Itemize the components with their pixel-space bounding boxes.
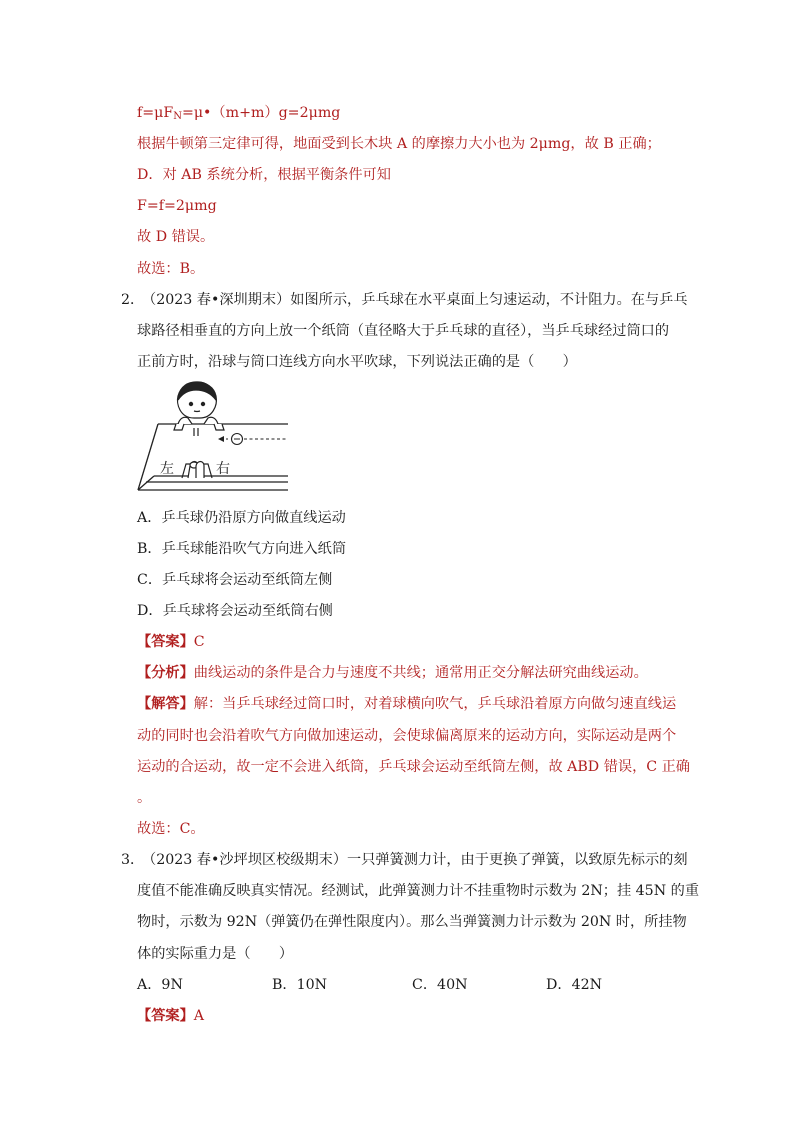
arrow-left-icon (218, 436, 224, 442)
q3-option-d: D．42N (546, 977, 603, 993)
formula-force: F=f=2μmg (137, 198, 217, 214)
solution-line1: 【解答】解：当乒乓球经过筒口时，对着球横向吹气，乒乓球沿着原方向做匀速直线运 (137, 696, 677, 712)
solution-tag: 【解答】 (137, 696, 194, 712)
ball-path (218, 434, 288, 445)
ping-pong-figure (136, 378, 290, 496)
analysis-line (137, 663, 648, 683)
solution-line4: 。 (137, 790, 152, 806)
newton-third-law-line: 根据牛顿第三定律可得，地面受到长木块 A 的摩擦力大小也为 2μmg，故 B 正确； (137, 136, 661, 152)
question-3-stem-line4: 体的实际重力是（ ） (137, 946, 294, 962)
analysis-text: 曲线运动的条件是合力与速度不共线；通常用正交分解法研究曲线运动。 (193, 665, 648, 681)
q3-answer-tag: 【答案】 (137, 1008, 194, 1024)
question-2-stem-line2: 球路径相垂直的方向上放一个纸筒（直径略大于乒乓球的直径），当乒乓球经过筒口的 (137, 323, 670, 339)
question-3-stem-line2: 度值不能准确反映真实情况。经测试，此弹簧测力计不挂重物时示数为 2N；挂 45N 的重 (137, 883, 700, 899)
q3-answer-line (137, 1006, 204, 1026)
question-2-stem-line3: 正前方时，沿球与筒口连线方向水平吹球，下列说法正确的是（ ） (137, 354, 577, 370)
solution-line2: 动的同时也会沿着吹气方向做加速运动，会使球偏离原来的运动方向，实际运动是两个 (137, 728, 677, 744)
question-2-stem-line1: （2023 春•深圳期末）如图所示，乒乓球在水平桌面上匀速运动，不计阻力。在与乒乓 (142, 292, 688, 308)
solution-line3: 运动的合运动，故一定不会进入纸筒，乒乓球会运动至纸筒左侧，故 ABD 错误，C 正确 (137, 759, 690, 775)
option-a: A．乒乓球仍沿原方向做直线运动 (137, 510, 346, 526)
option-d: D．乒乓球将会运动至纸筒右侧 (137, 603, 333, 619)
formula-friction: $f=\mu F_N=\mu•(m+m)g=2\mu mg$ (137, 105, 341, 122)
q3-answer-value: A (193, 1008, 205, 1024)
q3-option-b: B．10N (272, 977, 328, 993)
answer-value: C (193, 634, 205, 650)
q3-option-a: A．9N (137, 977, 183, 993)
option-b: B．乒乓球能沿吹气方向进入纸筒 (137, 541, 347, 557)
blow-marks (194, 428, 198, 436)
question-3-number: 3． (121, 852, 145, 868)
answer-tag: 【答案】 (137, 634, 194, 650)
q2-choice-line: 故选：C。 (137, 821, 205, 837)
d-wrong-line: 故 D 错误。 (137, 229, 215, 245)
left-label: 左 (160, 461, 174, 477)
choice-line: 故选：B。 (137, 261, 205, 277)
right-label: 右 (216, 461, 230, 477)
option-d-analysis: D．对 AB 系统分析，根据平衡条件可知 (137, 167, 391, 183)
question-2-number: 2． (121, 292, 145, 308)
option-c: C．乒乓球将会运动至纸筒左侧 (137, 572, 333, 588)
answer-line (137, 632, 205, 652)
question-3-stem-line1: （2023 春•沙坪坝区校级期末）一只弹簧测力计，由于更换了弹簧，以致原先标示的刻 (142, 852, 688, 868)
analysis-tag: 【分析】 (137, 665, 194, 681)
question-3-stem-line3: 物时，示数为 92N（弹簧仍在弹性限度内）。那么当弹簧测力计示数为 20N 时，所挂物 (137, 914, 687, 930)
person-icon (174, 382, 224, 430)
q3-option-c: C．40N (412, 977, 468, 993)
